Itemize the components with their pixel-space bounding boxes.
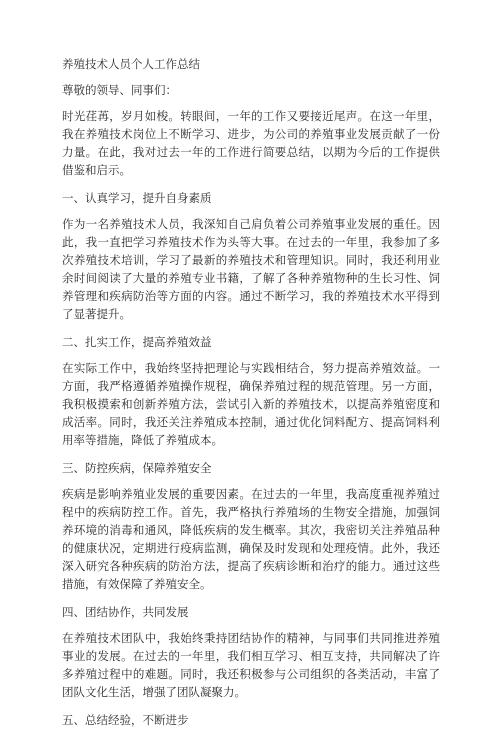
section-heading-5: 五、总结经验，不断进步	[62, 713, 189, 727]
section-body-3: 疾病是影响养殖业发展的重要因素。在过去的一年里，我高度重视养殖过程中的疾病防控工作。首先，我严格执行养殖场的生物安全措施，加强饲养环境的消毒和通风，降低疾病的发生概率。其次，我密切关注养殖品种的健康状况，定期进行疫病监测，确保及时发现和处理疫情。此外，我还深入研究各种疾病的防治方法，提高了疾病诊断和治疗的能力。通过这些措施，有效保障了养殖安全。	[62, 487, 440, 591]
section-heading-1: 一、认真学习，提升自身素质	[62, 191, 212, 205]
section-body-2: 在实际工作中，我始终坚持把理论与实践相结合，努力提高养殖效益。一方面，我严格遵循养殖操作规程，确保养殖过程的规范管理。另一方面，我积极摸索和创新养殖方法，尝试引入新的养殖技术，以提高养殖密度和成活率。同时，我还关注养殖成本控制，通过优化饲料配方、提高饲料利用率等措施，降低了养殖成本。	[62, 361, 440, 447]
intro-paragraph: 时光荏苒，岁月如梭。转眼间，一年的工作又要接近尾声。在这一年里，我在养殖技术岗位上不断学习、进步，为公司的养殖事业发展贡献了一份力量。在此，我对过去一年的工作进行简要总结，以期为今后的工作提供借鉴和启示。	[62, 109, 440, 177]
document-title: 养殖技术人员个人工作总结	[62, 57, 200, 71]
section-heading-3: 三、防控疾病，保障养殖安全	[62, 461, 212, 475]
section-body-1: 作为一名养殖技术人员，我深知自己肩负着公司养殖事业发展的重任。因此，我一直把学习养殖技术作为头等大事。在过去的一年里，我参加了多次养殖技术培训，学习了最新的养殖技术和管理知识。同时，我还利用业余时间阅读了大量的养殖专业书籍，了解了各种养殖物种的生长习性、饲养管理和疾病防治等方面的内容。通过不断学习，我的养殖技术水平得到了显著提升。	[62, 217, 440, 321]
section-body-4: 在养殖技术团队中，我始终秉持团结协作的精神，与同事们共同推进养殖事业的发展。在过去的一年里，我们相互学习、相互支持，共同解决了许多养殖过程中的难题。同时，我还积极参与公司组织的各类活动，丰富了团队文化生活，增强了团队凝聚力。	[62, 631, 440, 699]
greeting: 尊敬的领导、同事们：	[62, 83, 177, 97]
document-page	[62, 55, 440, 737]
section-heading-4: 四、团结协作，共同发展	[62, 605, 189, 619]
section-heading-2: 二、扎实工作，提高养殖效益	[62, 335, 212, 349]
